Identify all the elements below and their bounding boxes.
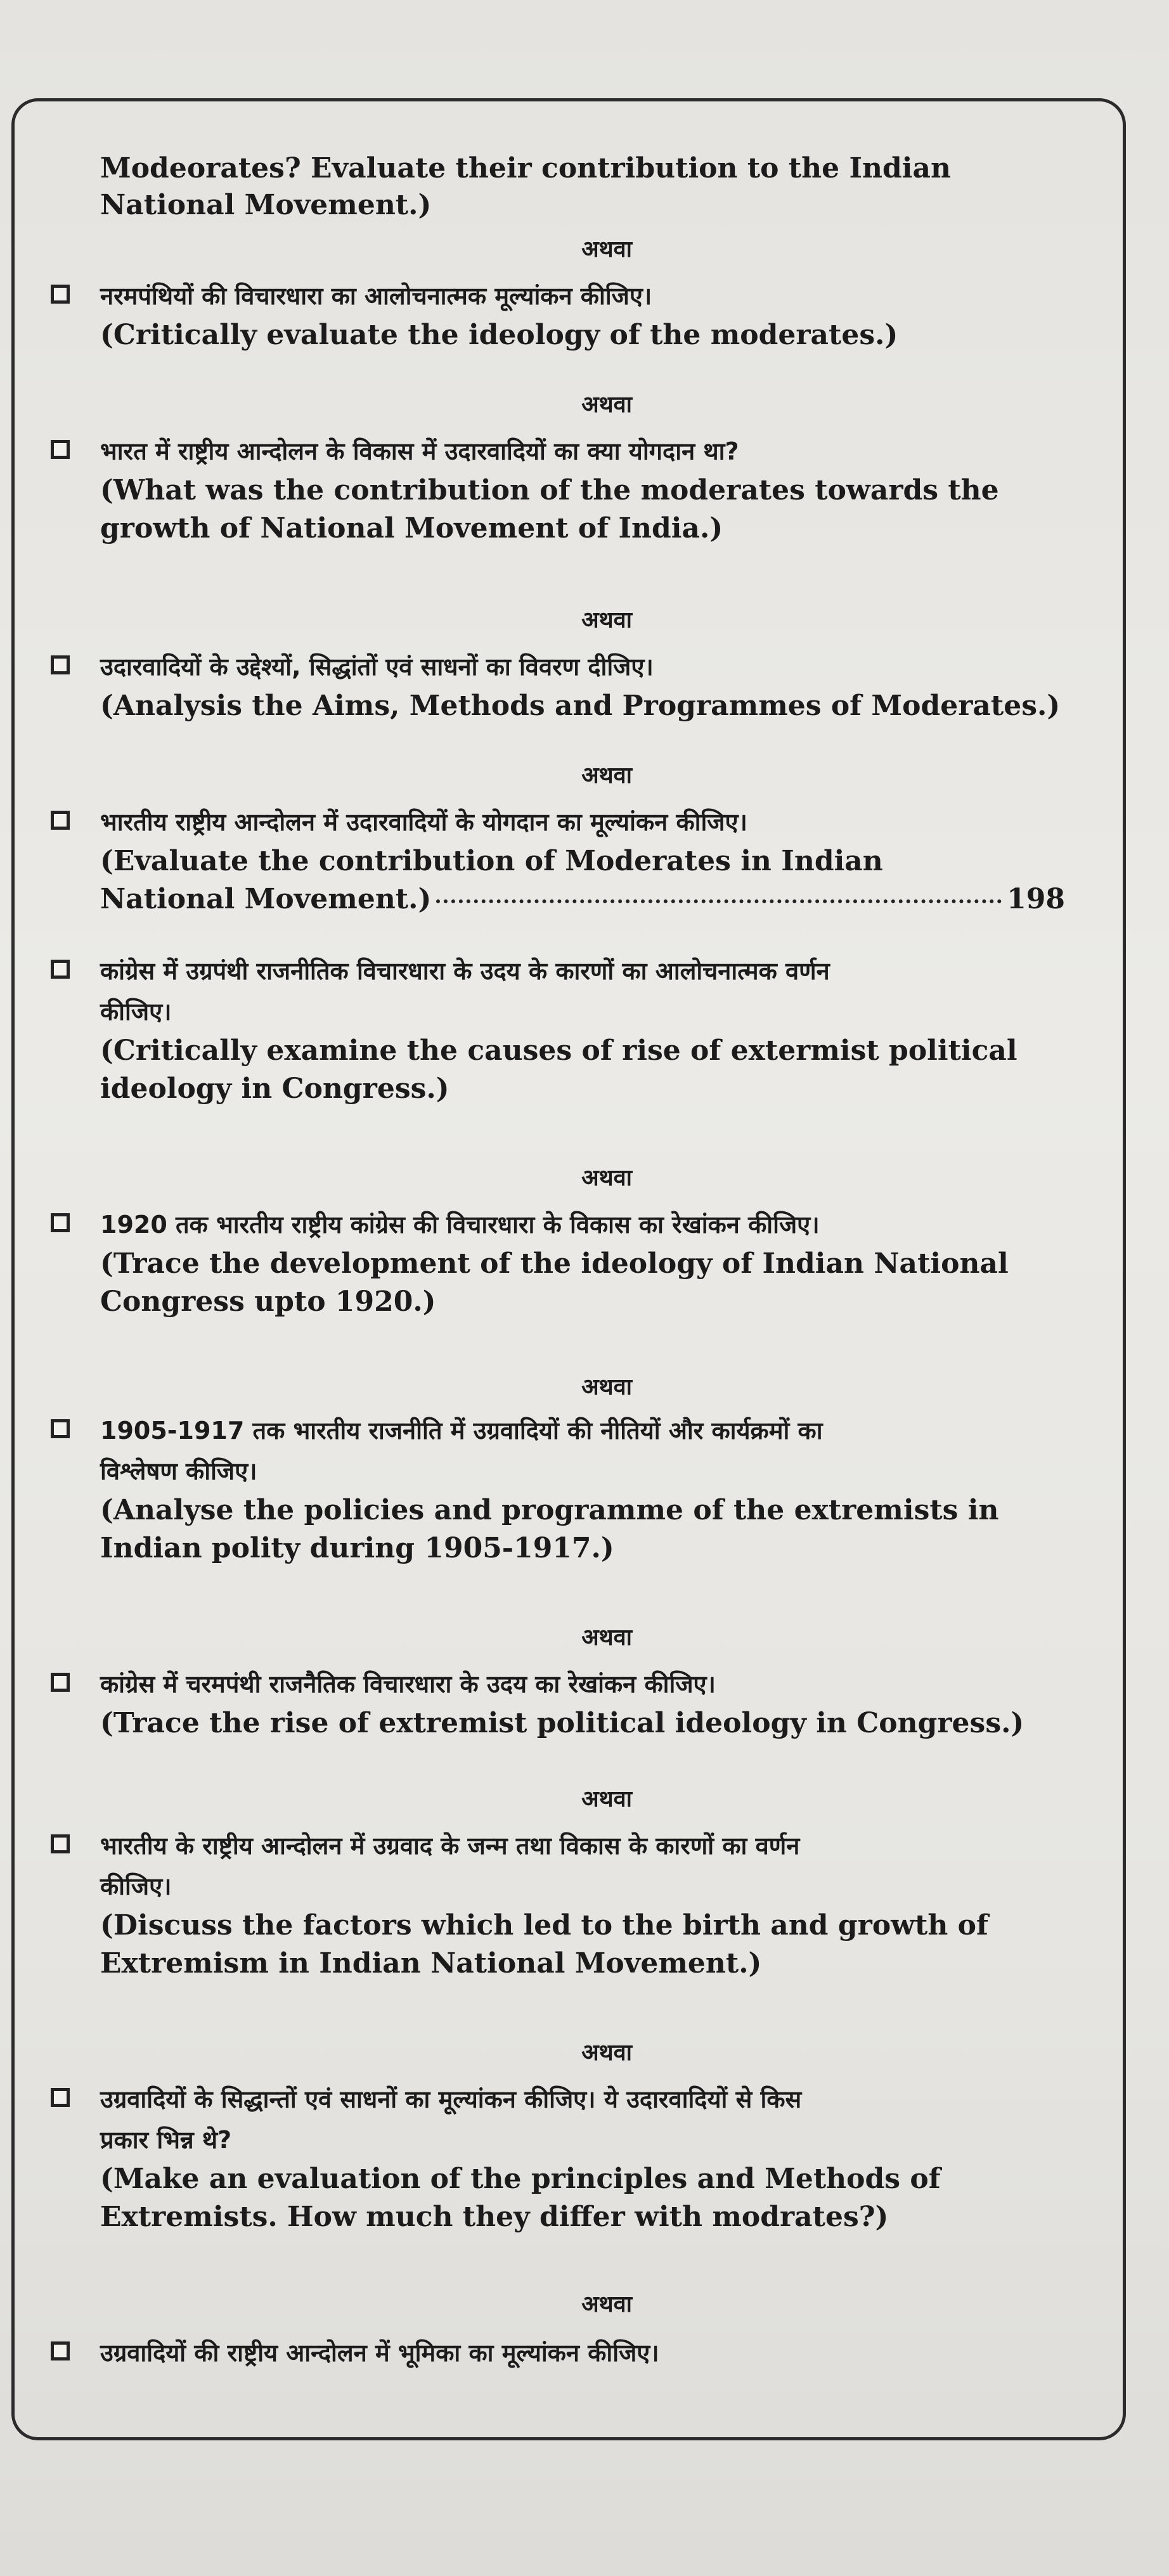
- checkbox-icon: [51, 960, 70, 979]
- separator-athva: अथवा: [581, 1165, 632, 1191]
- separator-athva: अथवा: [581, 2040, 632, 2066]
- question-english: (Discuss the factors which led to the birth and growth of: [100, 1909, 988, 1942]
- question-hindi: 1905-1917 तक भारतीय राजनीति में उग्रवादियों की नीतियों और कार्यक्रमों का: [100, 1417, 823, 1445]
- question-item: [51, 1826, 1065, 1983]
- checkbox-icon: [51, 440, 70, 459]
- question-english: (Analyse the policies and programme of the extremists in: [100, 1494, 999, 1526]
- separator-athva: अथवा: [581, 763, 632, 789]
- question-hindi: कांग्रेस में चरमपंथी राजनैतिक विचारधारा के उदय का रेखांकन कीजिए।: [100, 1670, 716, 1698]
- question-hindi: विश्लेषण कीजिए।: [100, 1457, 257, 1485]
- question-english: (Trace the development of the ideology of Indian National: [100, 1247, 1009, 1280]
- checkbox-icon: [51, 285, 70, 304]
- question-item: [51, 951, 1065, 1108]
- question-hindi: कीजिए।: [100, 998, 172, 1026]
- question-english: (Make an evaluation of the principles and Methods of: [100, 2163, 941, 2195]
- question-hindi: नरमपंथियों की विचारधारा का आलोचनात्मक मूल्यांकन कीजिए।: [100, 282, 652, 310]
- question-english: (Critically examine the causes of rise of extermist political: [100, 1034, 1017, 1067]
- question-english: Extremism in Indian National Movement.): [100, 1947, 762, 1980]
- question-item: [51, 1664, 1065, 1742]
- question-hindi: भारत में राष्ट्रीय आन्दोलन के विकास में उदारवादियों का क्या योगदान था?: [100, 437, 739, 465]
- question-hindi: 1920 तक भारतीय राष्ट्रीय कांग्रेस की विचारधारा के विकास का रेखांकन कीजिए।: [100, 1211, 820, 1239]
- question-hindi: उग्रवादियों की राष्ट्रीय आन्दोलन में भूमिका का मूल्यांकन कीजिए।: [100, 2339, 659, 2367]
- separator-athva: अथवा: [581, 607, 632, 633]
- checkbox-icon: [51, 1213, 70, 1232]
- question-hindi: कांग्रेस में उग्रपंथी राजनीतिक विचारधारा के उदय के कारणों का आलोचनात्मक वर्णन: [100, 957, 830, 985]
- question-hindi: उदारवादियों के उद्देश्यों, सिद्धांतों एवं साधनों का विवरण दीजिए।: [100, 653, 654, 681]
- question-english: Indian polity during 1905-1917.): [100, 1532, 614, 1564]
- checkbox-icon: [51, 1419, 70, 1438]
- checkbox-icon: [51, 2088, 70, 2107]
- question-hindi: उग्रवादियों के सिद्धान्तों एवं साधनों का मूल्यांकन कीजिए। ये उदारवादियों से किस: [100, 2085, 802, 2113]
- checkbox-icon: [51, 1834, 70, 1853]
- question-english: Congress upto 1920.): [100, 1285, 436, 1318]
- question-item: [51, 647, 1065, 725]
- separator-athva: अथवा: [581, 236, 632, 262]
- question-item: [51, 1204, 1065, 1321]
- checkbox-icon: [51, 1673, 70, 1692]
- question-english: National Movement.): [100, 883, 432, 915]
- separator-athva: अथवा: [581, 1786, 632, 1812]
- checkbox-icon: [51, 2341, 70, 2360]
- separator-athva: अथवा: [581, 392, 632, 418]
- question-english: ideology in Congress.): [100, 1072, 449, 1105]
- question-item: [51, 431, 1065, 548]
- question-hindi: भारतीय राष्ट्रीय आन्दोलन में उदारवादियों के योगदान का मूल्यांकन कीजिए।: [100, 808, 747, 836]
- question-english: (Analysis the Aims, Methods and Programmes of Moderates.): [100, 690, 1061, 722]
- question-item: [51, 802, 1065, 918]
- intro-line: Modeorates? Evaluate their contribution to the Indian: [100, 152, 951, 184]
- question-english: (Critically evaluate the ideology of the moderates.): [100, 319, 898, 351]
- question-hindi: प्रकार भिन्न थे?: [100, 2126, 232, 2154]
- separator-athva: अथवा: [581, 2291, 632, 2317]
- question-item: [51, 276, 1065, 354]
- question-english: Extremists. How much they differ with modrates?): [100, 2201, 889, 2233]
- question-hindi: भारतीय के राष्ट्रीय आन्दोलन में उग्रवाद के जन्म तथा विकास के कारणों का वर्णन: [100, 1832, 800, 1860]
- dot-leader: [436, 899, 1002, 903]
- question-english: growth of National Movement of India.): [100, 512, 723, 544]
- checkbox-icon: [51, 811, 70, 830]
- intro-line: National Movement.): [100, 189, 432, 221]
- question-item: [51, 2079, 1065, 2236]
- question-english: (Evaluate the contribution of Moderates in Indian: [100, 845, 883, 877]
- question-hindi: कीजिए।: [100, 1872, 172, 1900]
- question-english: (What was the contribution of the moderates towards the: [100, 474, 999, 506]
- question-item: [51, 1410, 1065, 1568]
- page-reference-row: [100, 880, 1065, 918]
- separator-athva: अथवा: [581, 1374, 632, 1400]
- checkbox-icon: [51, 655, 70, 674]
- page-number: 198: [1007, 883, 1065, 915]
- question-item: [51, 2333, 1065, 2373]
- separator-athva: अथवा: [581, 1625, 632, 1651]
- question-english: (Trace the rise of extremist political ideology in Congress.): [100, 1707, 1024, 1739]
